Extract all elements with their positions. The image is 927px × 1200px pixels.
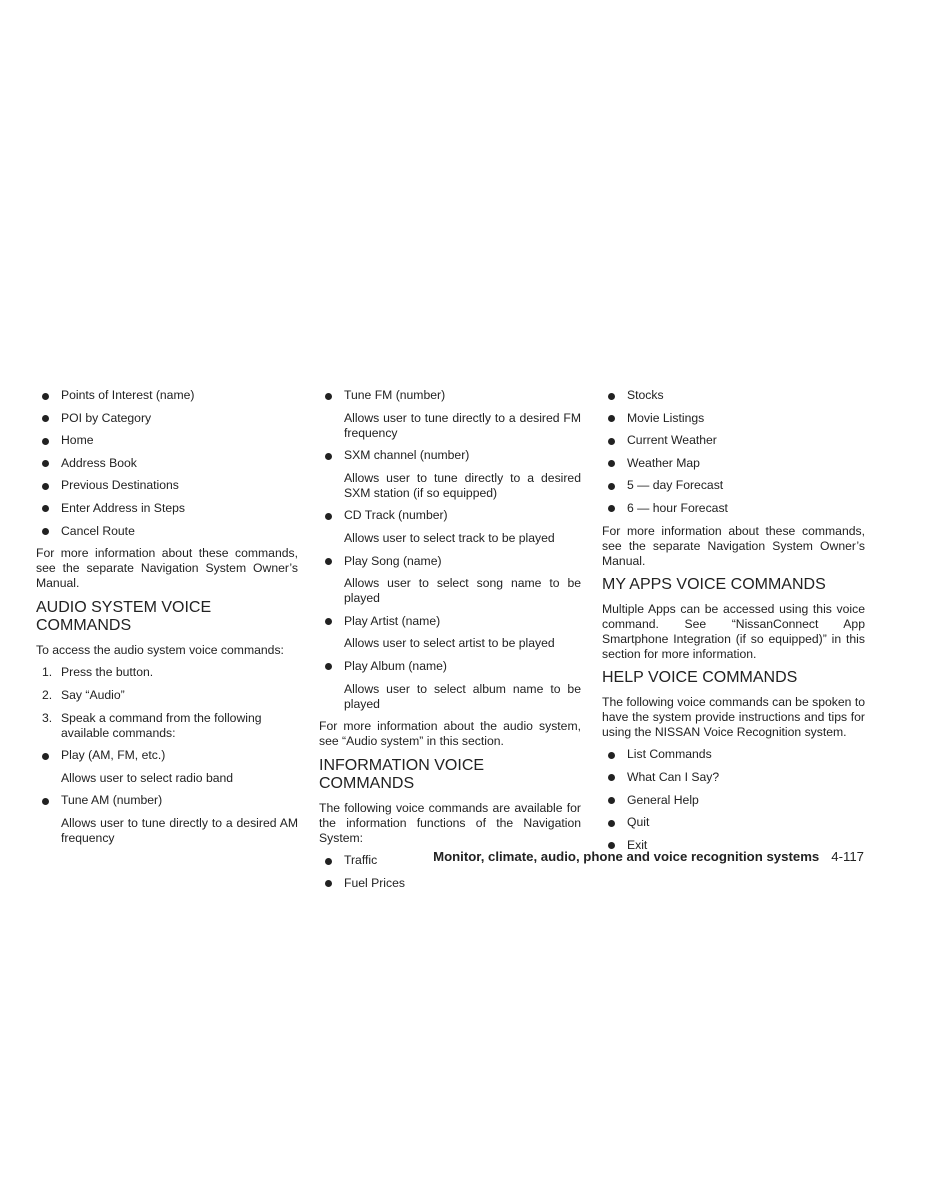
bullet-item: Enter Address in Steps <box>36 501 298 516</box>
bullet-description: Allows user to select radio band <box>61 770 234 785</box>
bullet-item: Cancel Route <box>36 524 298 539</box>
bullet-item: 5 — day Forecast <box>602 478 865 493</box>
page-footer <box>433 849 864 864</box>
bullet-item: CD Track (number) <box>319 508 581 523</box>
bullet-item: Current Weather <box>602 433 865 448</box>
audio-more-info-paragraph: For more information about the audio system, see “Audio system” in this section. <box>319 719 581 749</box>
my-apps-paragraph: Multiple Apps can be accessed using this voice command. See “NissanConnect App Smartphone Integration (if so equipped)” in this section for more information. <box>602 601 865 661</box>
column-2 <box>319 388 581 899</box>
bullet-item: Play (AM, FM, etc.) <box>36 748 298 763</box>
help-section-heading: HELP VOICE COMMANDS <box>602 669 798 687</box>
bullet-description: Allows user to select song name to be played <box>344 576 581 606</box>
column-3 <box>602 388 865 860</box>
bullet-item: 6 — hour Forecast <box>602 501 865 516</box>
step-item <box>36 688 298 703</box>
audio-intro-text: To access the audio system voice commands: <box>36 642 284 657</box>
section-title: Monitor, climate, audio, phone and voice recognition systems <box>433 849 820 864</box>
bullet-item: POI by Category <box>36 411 298 426</box>
bullet-description: Allows user to tune directly to a desired AM frequency <box>61 815 298 845</box>
step-item <box>36 711 298 741</box>
bullet-description: Allows user to tune directly to a desired SXM station (if so equipped) <box>344 470 581 500</box>
bullet-item: SXM channel (number) <box>319 448 581 463</box>
bullet-item: Traffic <box>319 853 581 868</box>
bullet-item: Home <box>36 433 298 448</box>
bullet-description: Allows user to select album name to be played <box>344 681 581 711</box>
bullet-description: Allows user to select artist to be played <box>344 636 555 651</box>
my-apps-section-heading: MY APPS VOICE COMMANDS <box>602 576 826 594</box>
audio-section-heading: AUDIO SYSTEM VOICE COMMANDS <box>36 598 212 635</box>
bullet-item: Points of Interest (name) <box>36 388 298 403</box>
step-text: Say “Audio” <box>61 687 125 702</box>
step-text: Speak a command from the following available commands: <box>61 710 262 740</box>
bullet-item: Play Song (name) <box>319 554 581 569</box>
bullet-description: Allows user to tune directly to a desired FM frequency <box>344 410 581 440</box>
bullet-item: Quit <box>602 815 865 830</box>
bullet-item: Play Artist (name) <box>319 614 581 629</box>
more-info-paragraph: For more information about these commands, see the separate Navigation System Owner’s Manual. <box>602 523 865 568</box>
bullet-item: Weather Map <box>602 456 865 471</box>
bullet-item: Stocks <box>602 388 865 403</box>
bullet-item: Tune FM (number) <box>319 388 581 403</box>
bullet-description: Allows user to select track to be played <box>344 530 555 545</box>
bullet-item: List Commands <box>602 747 865 762</box>
bullet-item: Movie Listings <box>602 411 865 426</box>
bullet-item: What Can I Say? <box>602 770 865 785</box>
step-item <box>36 665 298 680</box>
page-number: 4-117 <box>831 849 864 864</box>
help-intro-text: The following voice commands can be spoken to have the system provide instructions and tips for using the NISSAN Voice Recognition system. <box>602 694 865 739</box>
step-number: 2. <box>42 687 53 702</box>
step-number: 1. <box>42 665 53 680</box>
information-section-heading: INFORMATION VOICE COMMANDS <box>319 756 485 793</box>
bullet-item: Address Book <box>36 456 298 471</box>
information-intro-text: The following voice commands are available for the information functions of the Navigation System: <box>319 800 581 845</box>
bullet-item: Previous Destinations <box>36 478 298 493</box>
step-number: 3. <box>42 710 53 725</box>
bullet-item: Fuel Prices <box>319 876 581 891</box>
step-text: Press the button. <box>61 665 154 680</box>
bullet-item: Play Album (name) <box>319 659 581 674</box>
bullet-item: Exit <box>602 838 865 853</box>
column-1 <box>36 388 298 854</box>
more-info-paragraph: For more information about these commands, see the separate Navigation System Owner’s Manual. <box>36 546 298 591</box>
bullet-item: Tune AM (number) <box>36 793 298 808</box>
bullet-item: General Help <box>602 793 865 808</box>
